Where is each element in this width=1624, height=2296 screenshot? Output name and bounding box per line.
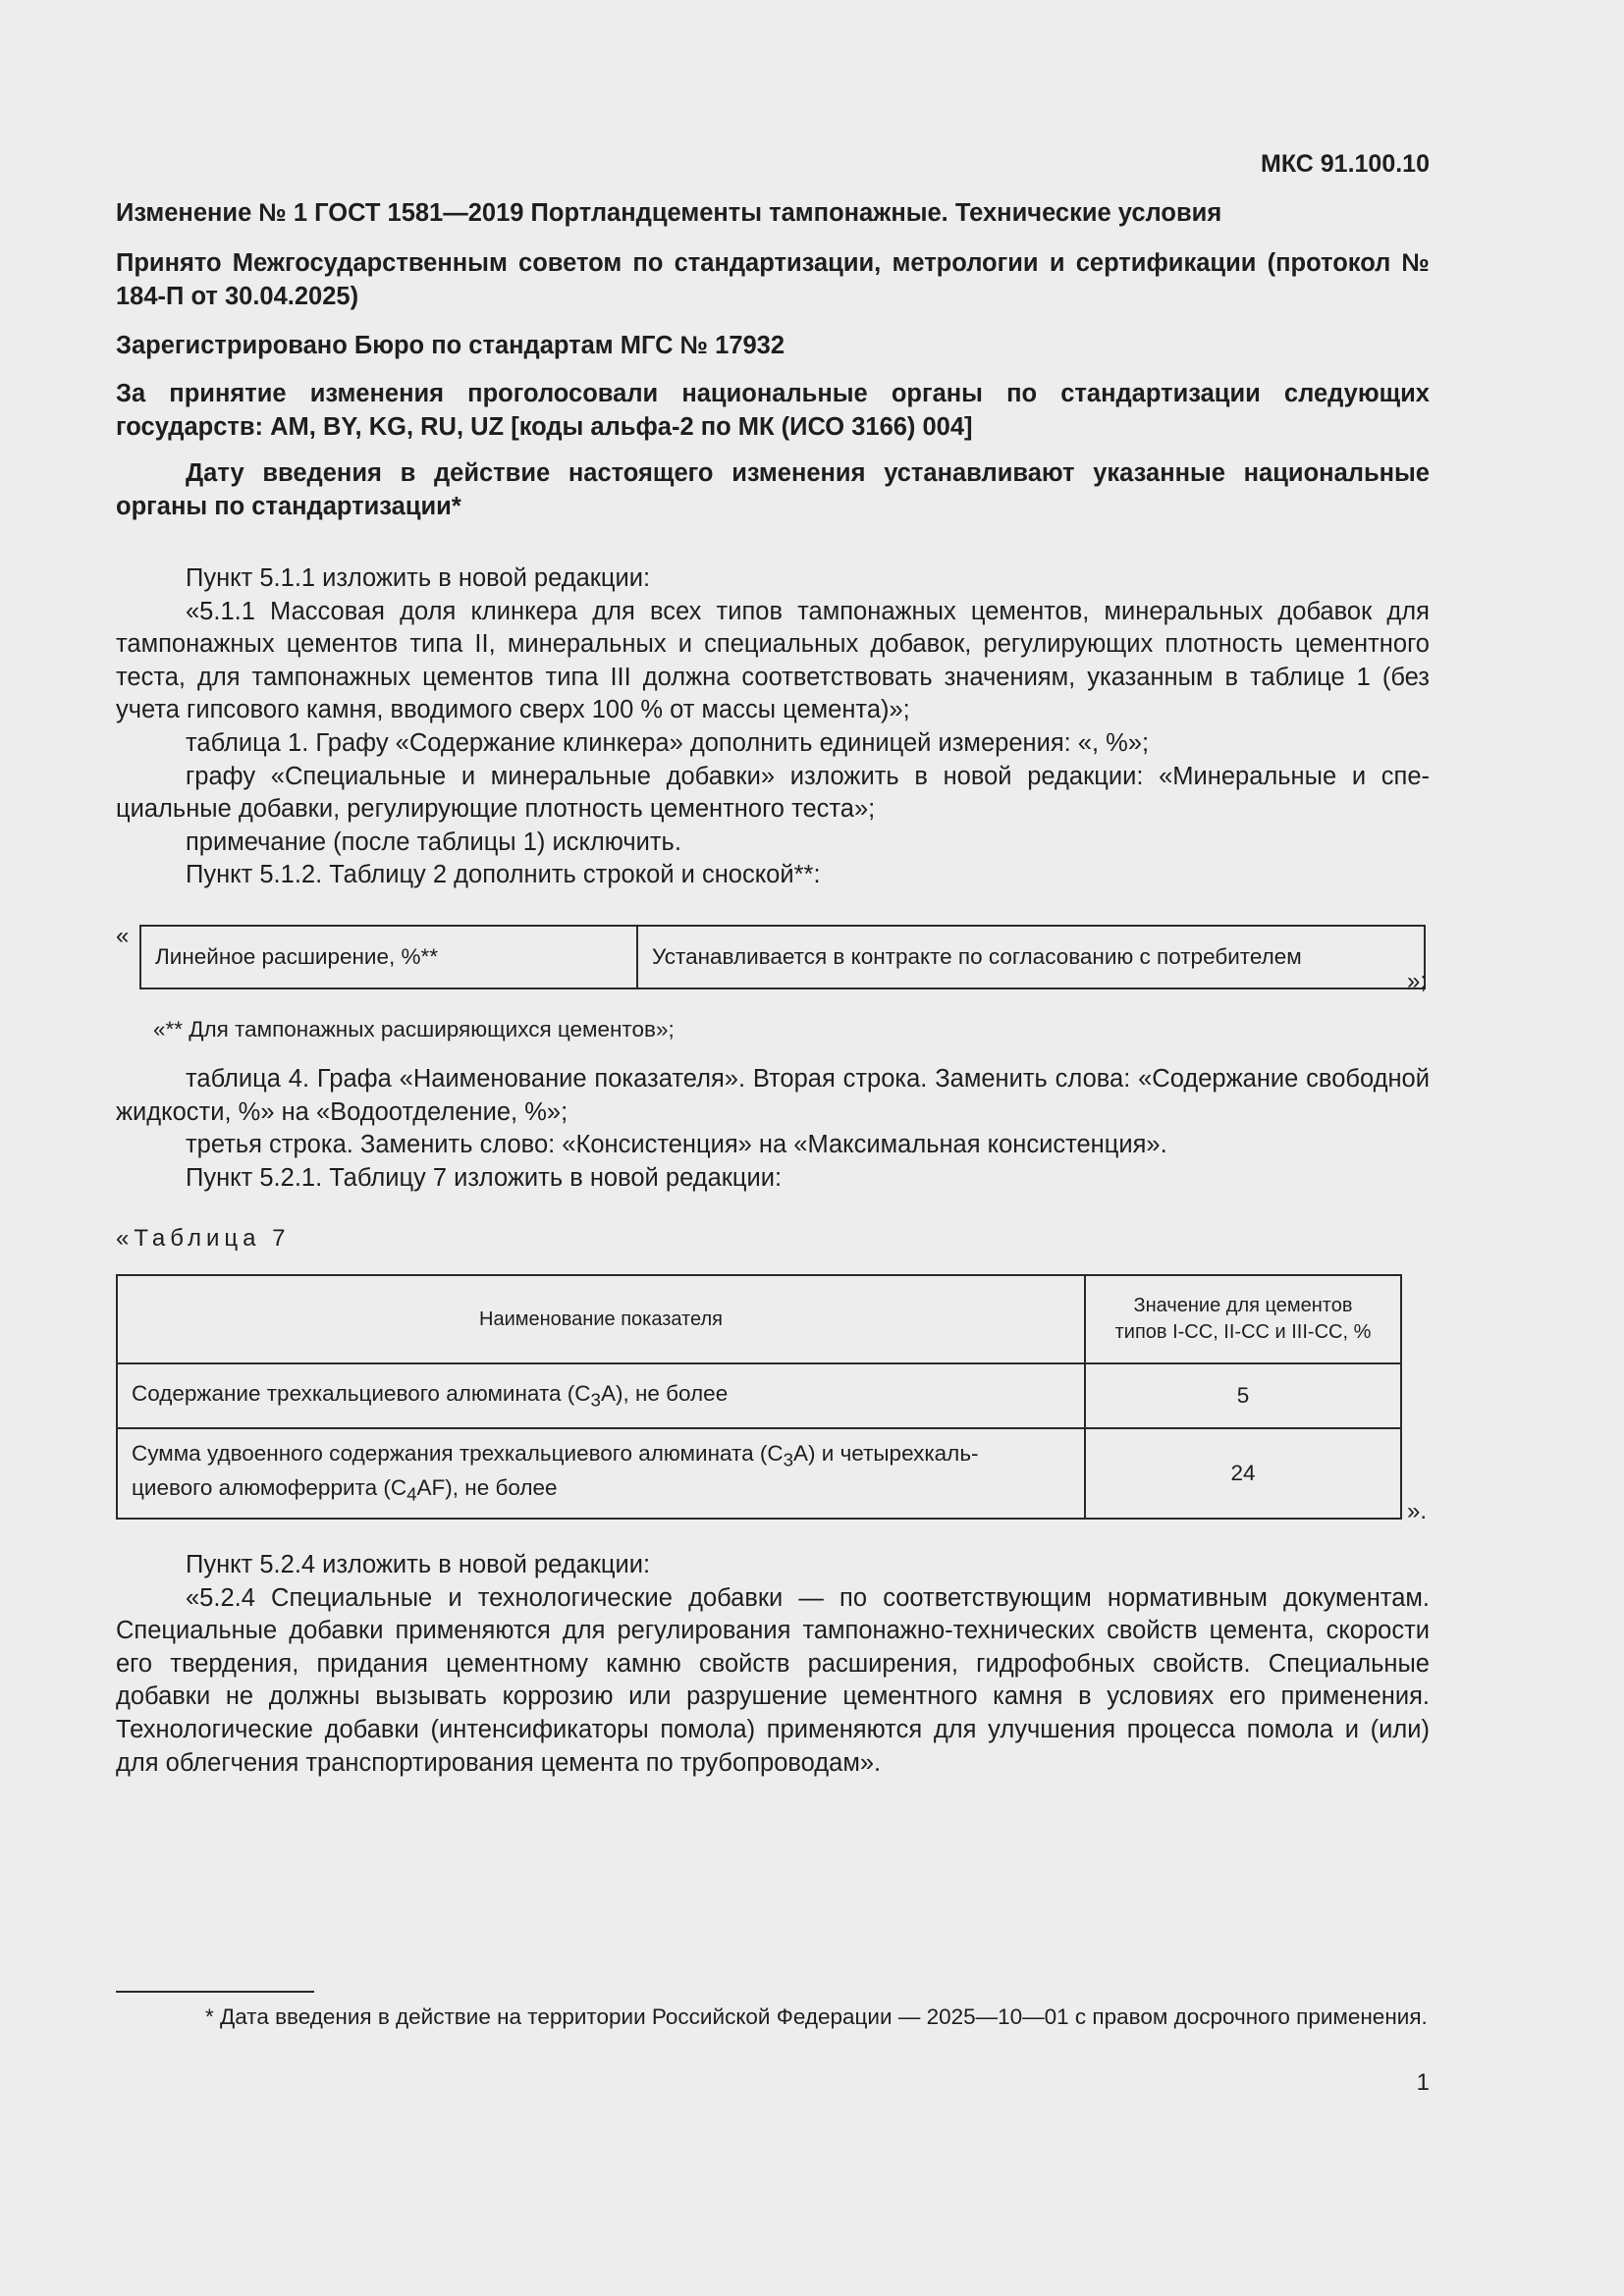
paragraph: таблица 1. Графу «Содержание клинкера» дополнить единицей измерения: «, %»; <box>186 728 1150 757</box>
section-table-4 <box>116 1063 1430 1195</box>
section-5-2-4 <box>116 1549 1430 1780</box>
paragraph: Пункт 5.2.1. Таблицу 7 изложить в новой редакции: <box>186 1163 783 1192</box>
table-cell: 24 <box>1085 1428 1401 1519</box>
paragraph: Пункт 5.1.1 изложить в новой редакции: <box>186 564 651 592</box>
page-number: 1 <box>1416 2069 1430 2096</box>
table-row <box>117 1428 1401 1519</box>
quote-close: ». <box>1407 1498 1428 1524</box>
quote-open: « <box>116 923 130 949</box>
mks-code: МКС 91.100.10 <box>1261 150 1430 178</box>
voted-statement: За принятие изменения проголосовали национальные органы по стандартизации следующих государств: AM, BY, KG, RU, UZ [коды альфа-2 по МК (ИСО 3166) 004] <box>116 380 1430 441</box>
table-2-footnote: «** Для тампонажных расширяющихся цементов»; <box>153 1017 675 1041</box>
footnote: * Дата введения в действие на территории Российской Федерации — 2025—10—01 с правом досрочного применения. <box>205 2004 1428 2029</box>
header-value-line: Значение для цементов <box>1133 1295 1353 1316</box>
paragraph: таблица 4. Графа «Наименование показателя». Вторая строка. Заменить слова: «Содержание свободной жидкости, %» на «Водоотделение, %»; <box>116 1065 1430 1126</box>
table-header-row <box>117 1275 1401 1363</box>
paragraph: «5.2.4 Специальные и технологические добавки — по соответствующим нормативным документам. Специальные добавки применяются для регулирования тампонажно-технических свойств цемента, скорости его твердения, придания цементному камню свойств расширения, гидрофобных свойств. Специальные добавки не должны вызывать коррозию или разрушение цементного камня в условиях его применения. Технологические добавки (интенсификаторы помола) применяются для улучшения процесса помола и (или) для облегчения транспортирования цемента по трубопроводам». <box>116 1583 1430 1777</box>
table-row <box>117 1363 1401 1428</box>
table-7-caption: «Таблица 7 <box>116 1225 291 1252</box>
table-cell: Устанавливается в контракте по согласованию с потребителем <box>637 926 1425 988</box>
section-5-1-1 <box>116 562 1430 892</box>
paragraph: примечание (после таблицы 1) исключить. <box>186 828 681 856</box>
paragraph: Пункт 5.2.4 изложить в новой редакции: <box>186 1551 651 1578</box>
amendment-title: Изменение № 1 ГОСТ 1581—2019 Портландцементы тампонажные. Технические условия <box>116 199 1222 227</box>
header-value-line: типов I-CC, II-CC и III-CC, % <box>1114 1321 1372 1343</box>
paragraph: третья строка. Заменить слово: «Консистенция» на «Максимальная консистенция». <box>186 1131 1167 1159</box>
table-cell: Сумма удвоенного содержания трехкальциевого алюмината $(C_3A)$ и четырехкаль- циевого алюмоферрита $(C_4AF)$, не более <box>117 1428 1085 1519</box>
table-2-addition <box>139 925 1426 989</box>
table-cell: Содержание трехкальциевого алюмината $(C_3A)$, не более <box>117 1363 1085 1428</box>
quote-close: »; <box>1407 968 1428 994</box>
table-7 <box>116 1274 1402 1520</box>
registered-statement: Зарегистрировано Бюро по стандартам МГС № 17932 <box>116 332 785 359</box>
paragraph: Пункт 5.1.2. Таблицу 2 дополнить строкой и сноской**: <box>186 861 821 889</box>
table-row <box>140 926 1425 988</box>
paragraph: «5.1.1 Массовая доля клинкера для всех типов тампонажных цементов, минеральных добавок для тампонажных цементов типа II, минеральных и специальных добавок, регулирующих плотность цементного теста, для тампонажных цементов типа III должна соответствовать значениям, указанным в таблице 1 (без учета гипсового камня, вводимого сверх 100 % от массы цемента)»; <box>116 597 1430 724</box>
table-cell: Линейное расширение, %** <box>140 926 637 988</box>
adopted-statement: Принято Межгосударственным советом по стандартизации, метрологии и сертификации (протокол № 184-П от 30.04.2025) <box>116 249 1430 310</box>
table-header-value <box>1085 1275 1401 1363</box>
paragraph: графу «Специальные и минеральные добавки» изложить в новой редакции: «Минеральные и спе-циальные добавки, регулирующие плотность цементного теста»; <box>116 762 1430 824</box>
table-cell: 5 <box>1085 1363 1401 1428</box>
table-header-name: Наименование показателя <box>117 1275 1085 1363</box>
date-note: Дату введения в действие настоящего изменения устанавливают указанные национальные органы по стандартизации* <box>116 459 1430 520</box>
footnote-separator <box>116 1991 314 1993</box>
